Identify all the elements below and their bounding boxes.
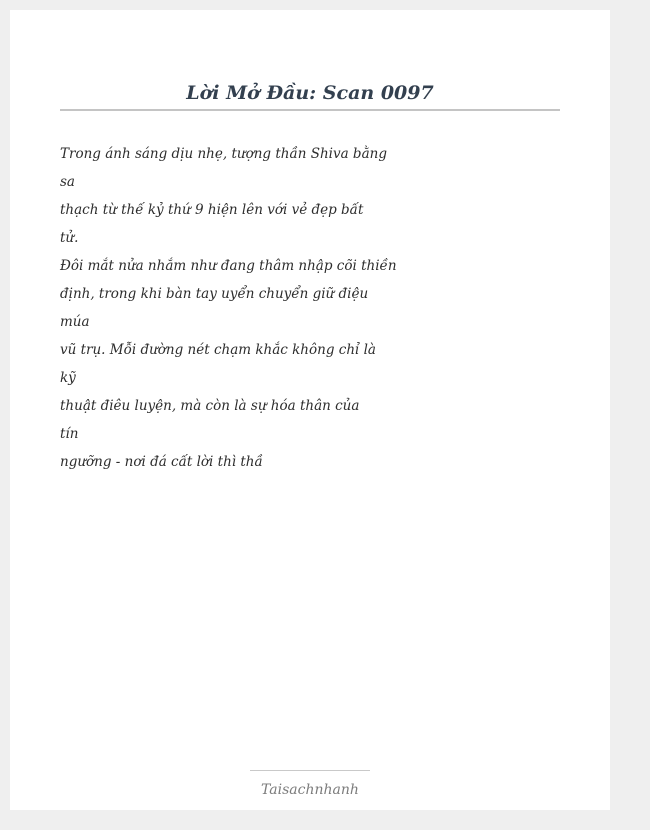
text-line: múa: [60, 314, 90, 330]
text-line: ngưỡng - nơi đá cất lời thì thầ: [60, 454, 263, 470]
text-line: Trong ánh sáng dịu nhẹ, tượng thần Shiva bằng: [60, 146, 387, 162]
footer-divider: [250, 770, 370, 771]
title-divider: [60, 109, 560, 111]
body-text: [60, 140, 560, 476]
text-line: sa: [60, 174, 75, 190]
footer-source: Taisachnhanh: [261, 782, 359, 798]
text-line: thuật điêu luyện, mà còn là sự hóa thân của: [60, 398, 360, 414]
text-line: tín: [60, 426, 79, 442]
text-line: tử.: [60, 230, 79, 246]
text-line: định, trong khi bàn tay uyển chuyển giữ điệu: [60, 286, 369, 302]
text-line: vũ trụ. Mỗi đường nét chạm khắc không chỉ là: [60, 342, 376, 358]
text-line: thạch từ thế kỷ thứ 9 hiện lên với vẻ đẹp bất: [60, 202, 364, 218]
text-line: Đôi mắt nửa nhắm như đang thâm nhập cõi thiền: [60, 258, 397, 274]
text-line: kỹ: [60, 370, 76, 386]
page-title: Lời Mở Đầu: Scan 0097: [186, 82, 434, 104]
document-page: [10, 10, 610, 810]
